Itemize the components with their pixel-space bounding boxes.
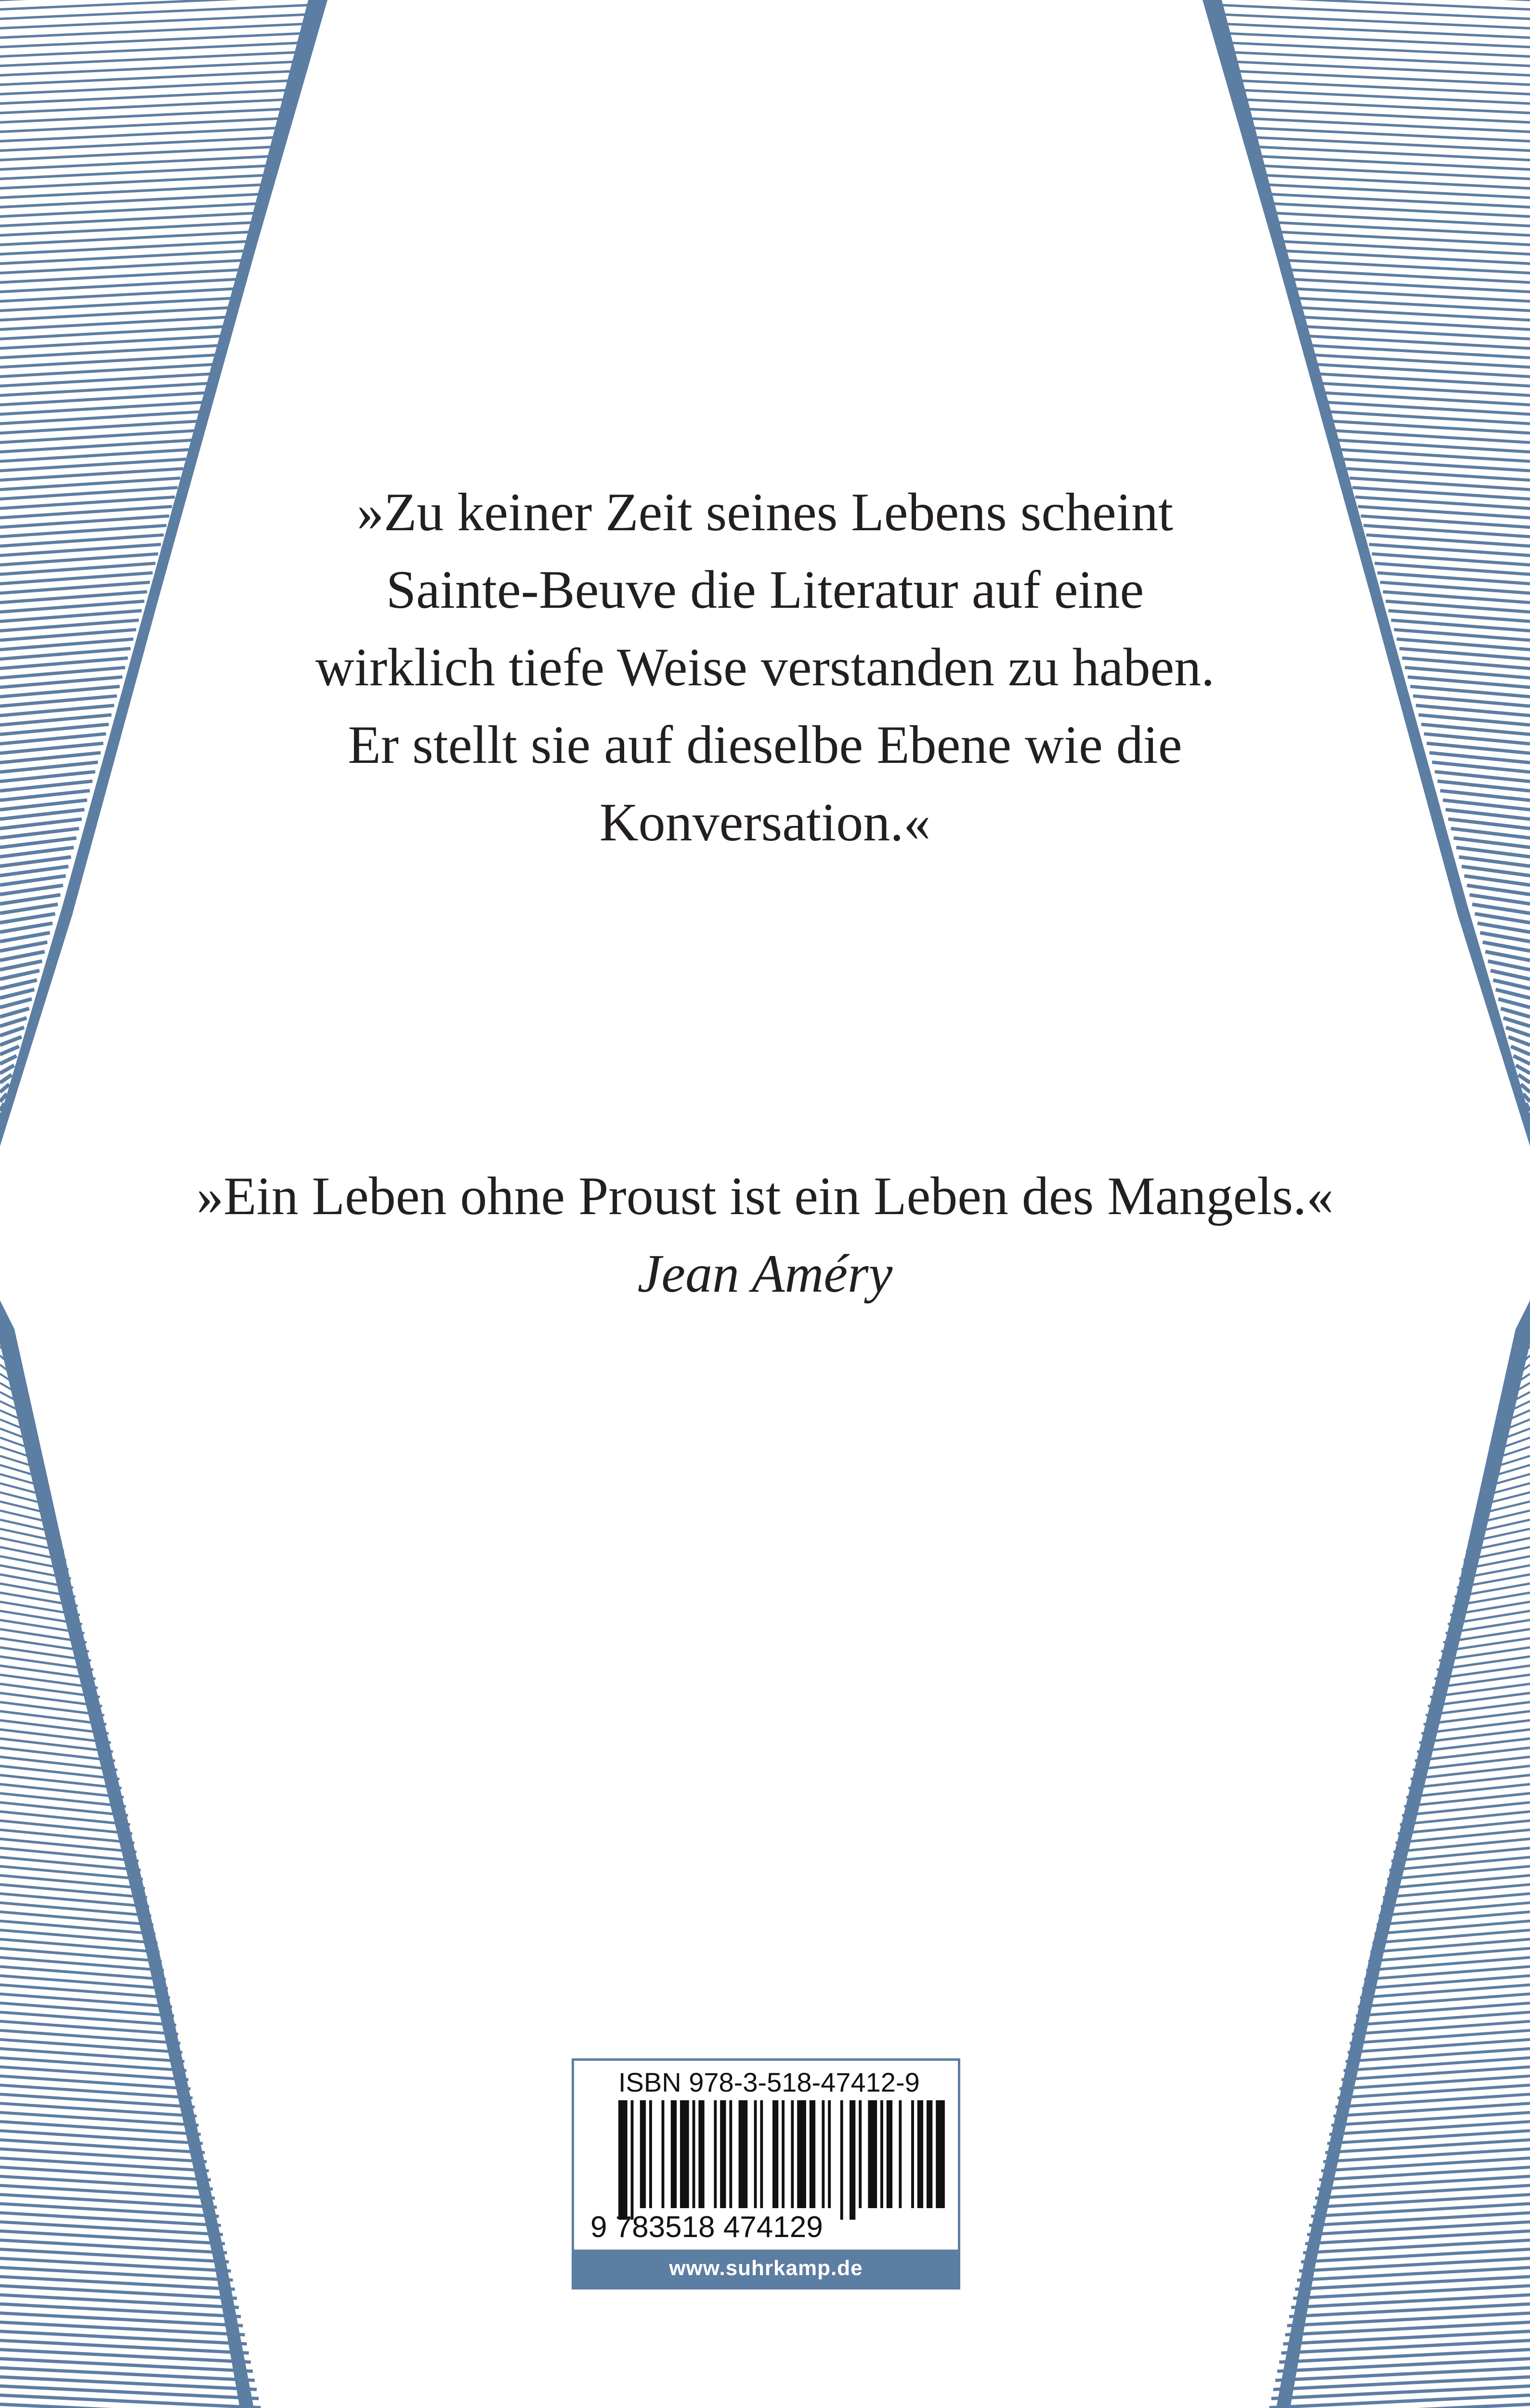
- quote-attribution: Jean Améry: [637, 1244, 893, 1304]
- quote-line: Er stellt sie auf dieselbe Ebene wie die: [348, 715, 1182, 775]
- quote-line: wirklich tiefe Weise verstanden zu haben.: [315, 638, 1215, 697]
- quote-line: Sainte-Beuve die Literatur auf eine: [386, 560, 1144, 620]
- amery-quote: [0, 1158, 1530, 1313]
- publisher-website: www.suhrkamp.de: [574, 2250, 958, 2287]
- proust-quote: [0, 474, 1530, 862]
- barcode-box: [572, 2058, 960, 2290]
- barcode-digits: 9 783518 474129: [590, 2211, 823, 2244]
- quote-text: »Ein Leben ohne Proust ist ein Leben des Mangels.«: [196, 1166, 1334, 1226]
- isbn-label: ISBN 978-3-518-47412-9: [618, 2067, 920, 2097]
- quote-line: »Zu keiner Zeit seines Lebens scheint: [357, 483, 1173, 542]
- quote-line: Konversation.«: [599, 793, 931, 852]
